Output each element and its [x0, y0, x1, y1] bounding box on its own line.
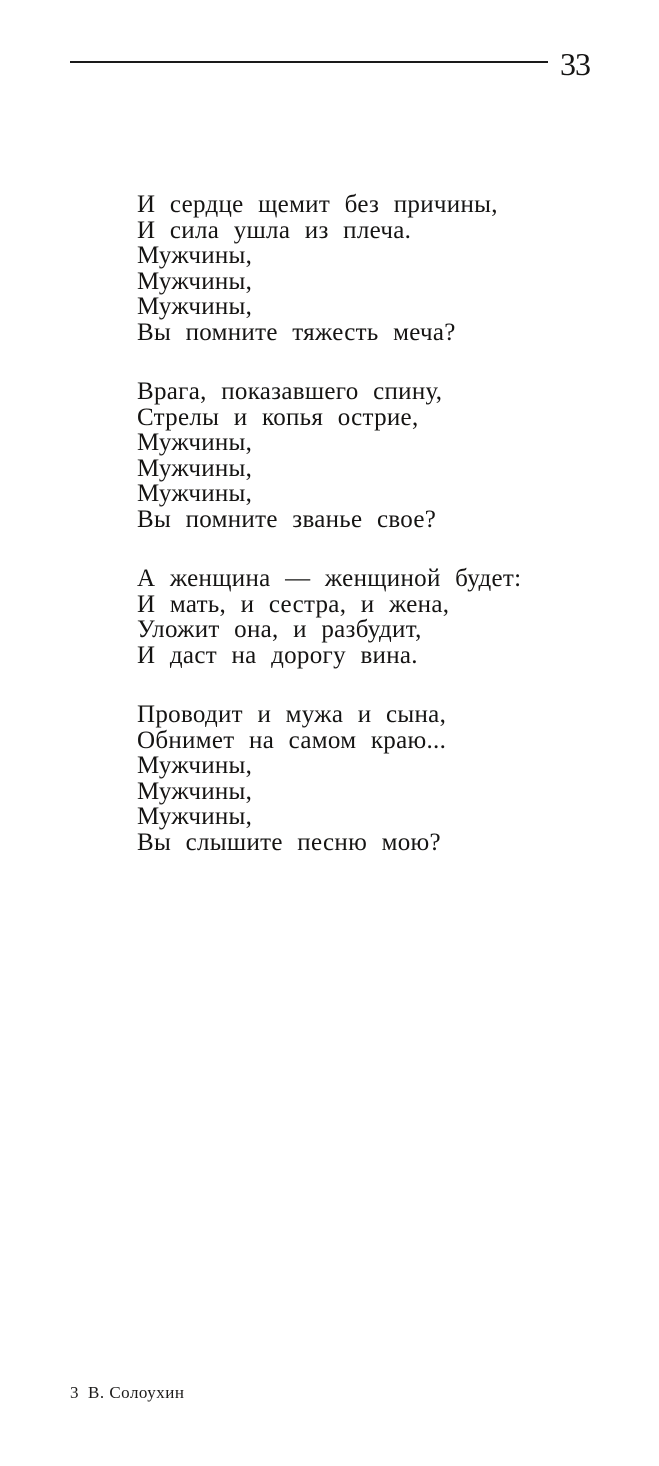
- poem-line: Мужчины,: [137, 454, 253, 482]
- signature-author-name: В. Солоухин: [88, 1383, 185, 1402]
- stanza: [137, 192, 607, 345]
- poem-line: Уложит она, и разбудит,: [137, 616, 422, 643]
- poem-line: Мужчины,: [137, 480, 253, 507]
- poem-line: И сила ушла из плеча.: [137, 216, 412, 244]
- poem-line: Мужчины,: [137, 242, 253, 269]
- poem-line: Мужчины,: [137, 752, 253, 779]
- poem-line: Мужчины,: [137, 777, 253, 805]
- stanza: [137, 566, 607, 668]
- stanza: [137, 379, 607, 532]
- stanza: [137, 702, 607, 855]
- poem-line: Проводит и мужа и сына,: [137, 701, 447, 728]
- poem-line: Вы помните тяжесть меча?: [137, 318, 456, 346]
- page-number: 33: [560, 46, 590, 82]
- poem-line: Вы помните званье свое?: [137, 505, 437, 533]
- signature-number: 3: [70, 1383, 79, 1402]
- header-rule: [70, 61, 548, 63]
- poem-line: Мужчины,: [137, 429, 253, 456]
- poem-line: Обнимет на самом краю...: [137, 726, 447, 754]
- poem-line: Врага, показавшего спину,: [137, 378, 443, 405]
- poem-line: Вы слышите песню мою?: [137, 828, 441, 856]
- poem-line: Мужчины,: [137, 267, 253, 295]
- poem-line: И мать, и сестра, и жена,: [137, 590, 450, 618]
- poem-line: Мужчины,: [137, 293, 253, 320]
- poem-line: А женщина — женщиной будет:: [137, 565, 522, 592]
- poem: [137, 192, 607, 889]
- printers-signature: [70, 1383, 185, 1403]
- poem-line: И сердце щемит без причины,: [137, 191, 498, 218]
- poem-line: Стрелы и копья острие,: [137, 403, 419, 431]
- poem-line: Мужчины,: [137, 803, 253, 830]
- poem-line: И даст на дорогу вина.: [137, 641, 418, 669]
